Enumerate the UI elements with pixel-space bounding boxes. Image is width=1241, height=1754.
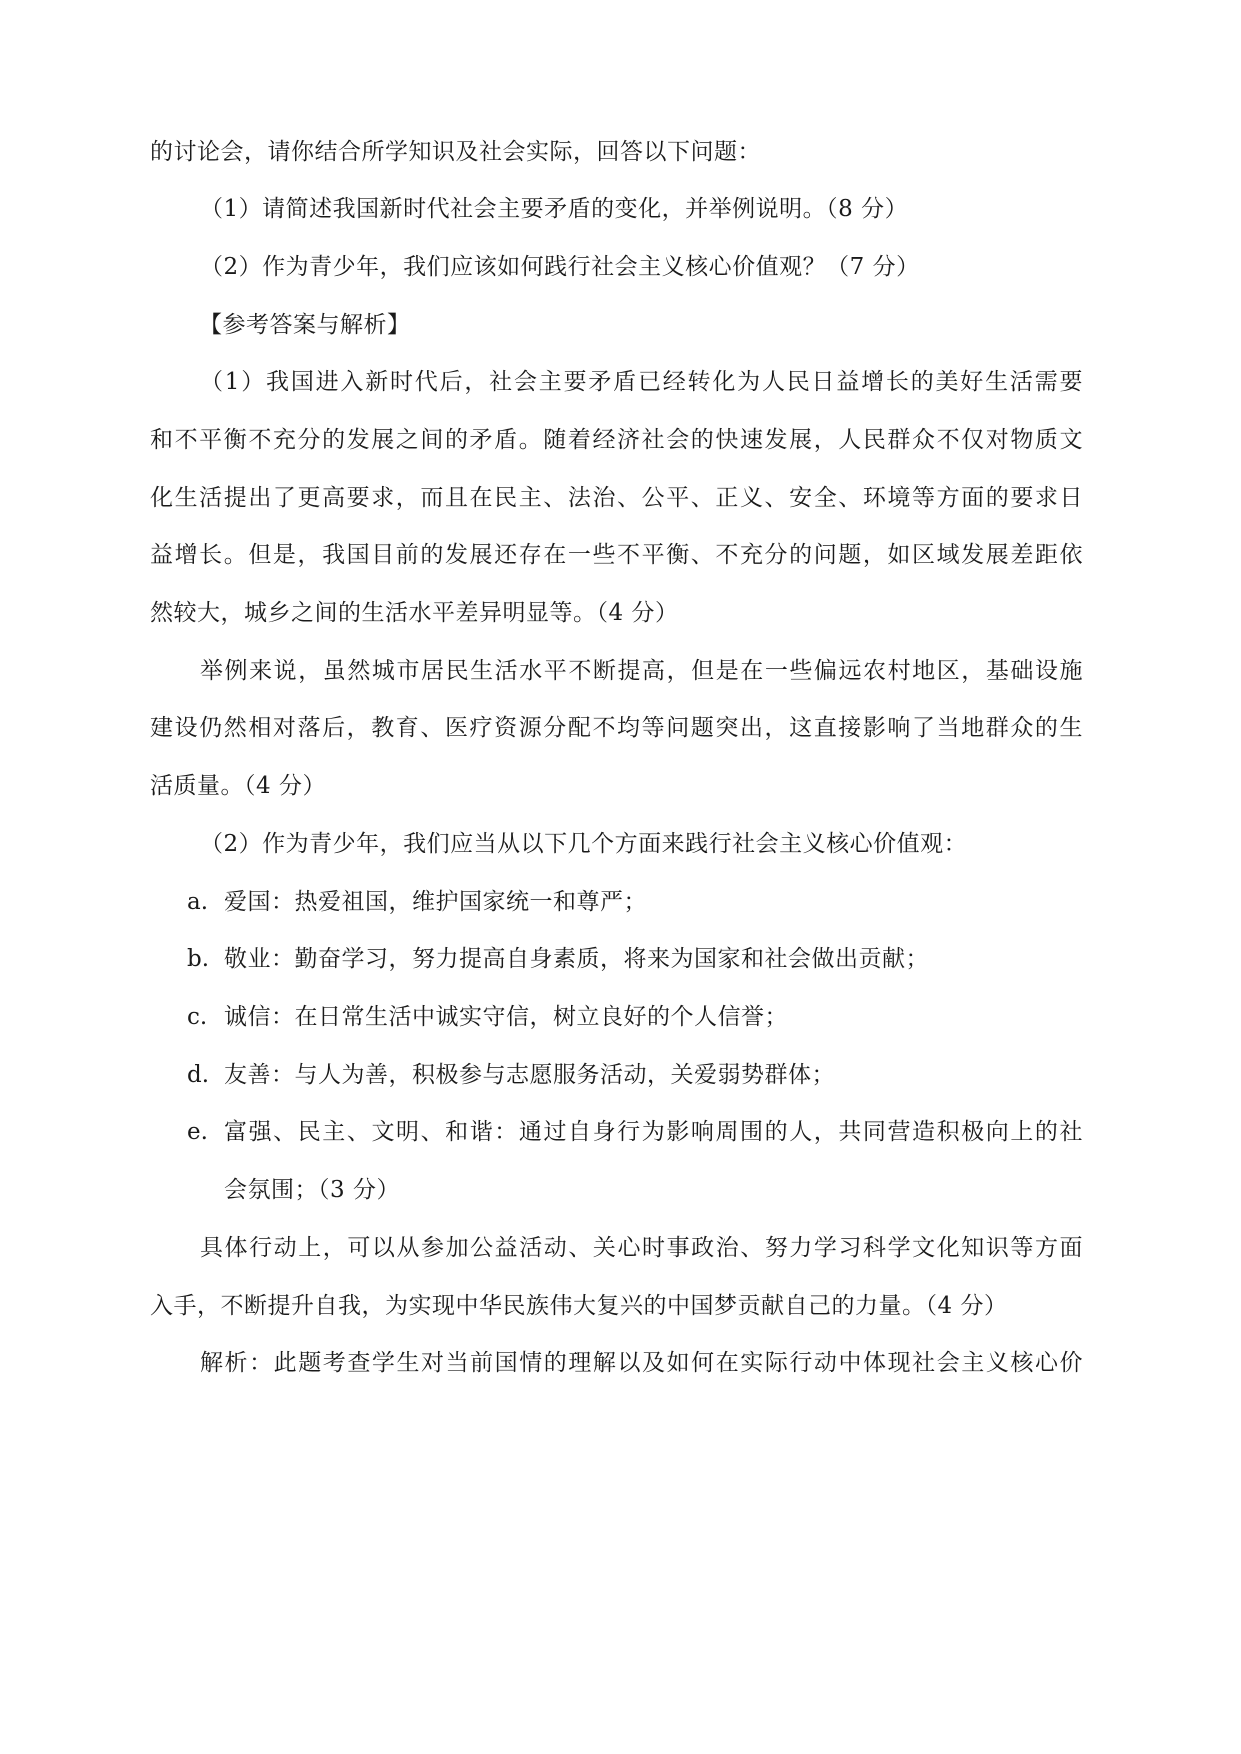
intro-text: 的讨论会，请你结合所学知识及社会实际，回答以下问题：	[150, 139, 761, 165]
question-1: （1）请简述我国新时代社会主要矛盾的变化，并举例说明。（8 分）	[200, 196, 909, 222]
list-marker: c.	[187, 1004, 208, 1030]
question-2: （2）作为青少年，我们应该如何践行社会主义核心价值观？（7 分）	[200, 254, 920, 280]
answer-heading: 【参考答案与解析】	[199, 312, 411, 338]
list-item-text: 诚信：在日常生活中诚实守信，树立良好的个人信誉；	[224, 1004, 788, 1030]
answer-1-line: 然较大，城乡之间的生活水平差异明显等。（4 分）	[150, 600, 679, 626]
answer-1-line: 益增长。但是，我国目前的发展还存在一些不平衡、不充分的问题，如区域发展差距依	[150, 542, 1083, 568]
list-item-continuation: 会氛围；（3 分）	[224, 1177, 400, 1203]
list-item-text: 敬业：勤奋学习，努力提高自身素质，将来为国家和社会做出贡献；	[224, 946, 929, 972]
list-item-text: 爱国：热爱祖国，维护国家统一和尊严；	[224, 889, 647, 915]
list-marker: e.	[187, 1119, 208, 1145]
list-marker: a.	[187, 889, 209, 915]
list-item-text: 富强、民主、文明、和谐：通过自身行为影响周围的人，共同营造积极向上的社	[224, 1119, 1083, 1145]
answer-1-line: 和不平衡不充分的发展之间的矛盾。随着经济社会的快速发展，人民群众不仅对物质文	[150, 427, 1083, 453]
list-marker: d.	[187, 1062, 210, 1088]
answer-1-line: 化生活提出了更高要求，而且在民主、法治、公平、正义、安全、环境等方面的要求日	[150, 485, 1083, 511]
example-line: 活质量。（4 分）	[150, 773, 326, 799]
list-item-text: 友善：与人为善，积极参与志愿服务活动，关爱弱势群体；	[224, 1062, 835, 1088]
answer-2-lead: （2）作为青少年，我们应当从以下几个方面来践行社会主义核心价值观：	[200, 831, 968, 857]
action-line: 具体行动上，可以从参加公益活动、关心时事政治、努力学习科学文化知识等方面	[200, 1235, 1083, 1261]
example-line: 建设仍然相对落后，教育、医疗资源分配不均等问题突出，这直接影响了当地群众的生	[150, 715, 1083, 741]
action-line: 入手，不断提升自我，为实现中华民族伟大复兴的中国梦贡献自己的力量。（4 分）	[150, 1293, 1008, 1319]
example-line: 举例来说，虽然城市居民生活水平不断提高，但是在一些偏远农村地区，基础设施	[200, 658, 1083, 684]
answer-1-line: （1）我国进入新时代后，社会主要矛盾已经转化为人民日益增长的美好生活需要	[200, 369, 1083, 395]
analysis-line: 解析：此题考查学生对当前国情的理解以及如何在实际行动中体现社会主义核心价	[200, 1350, 1083, 1376]
list-marker: b.	[187, 946, 210, 972]
